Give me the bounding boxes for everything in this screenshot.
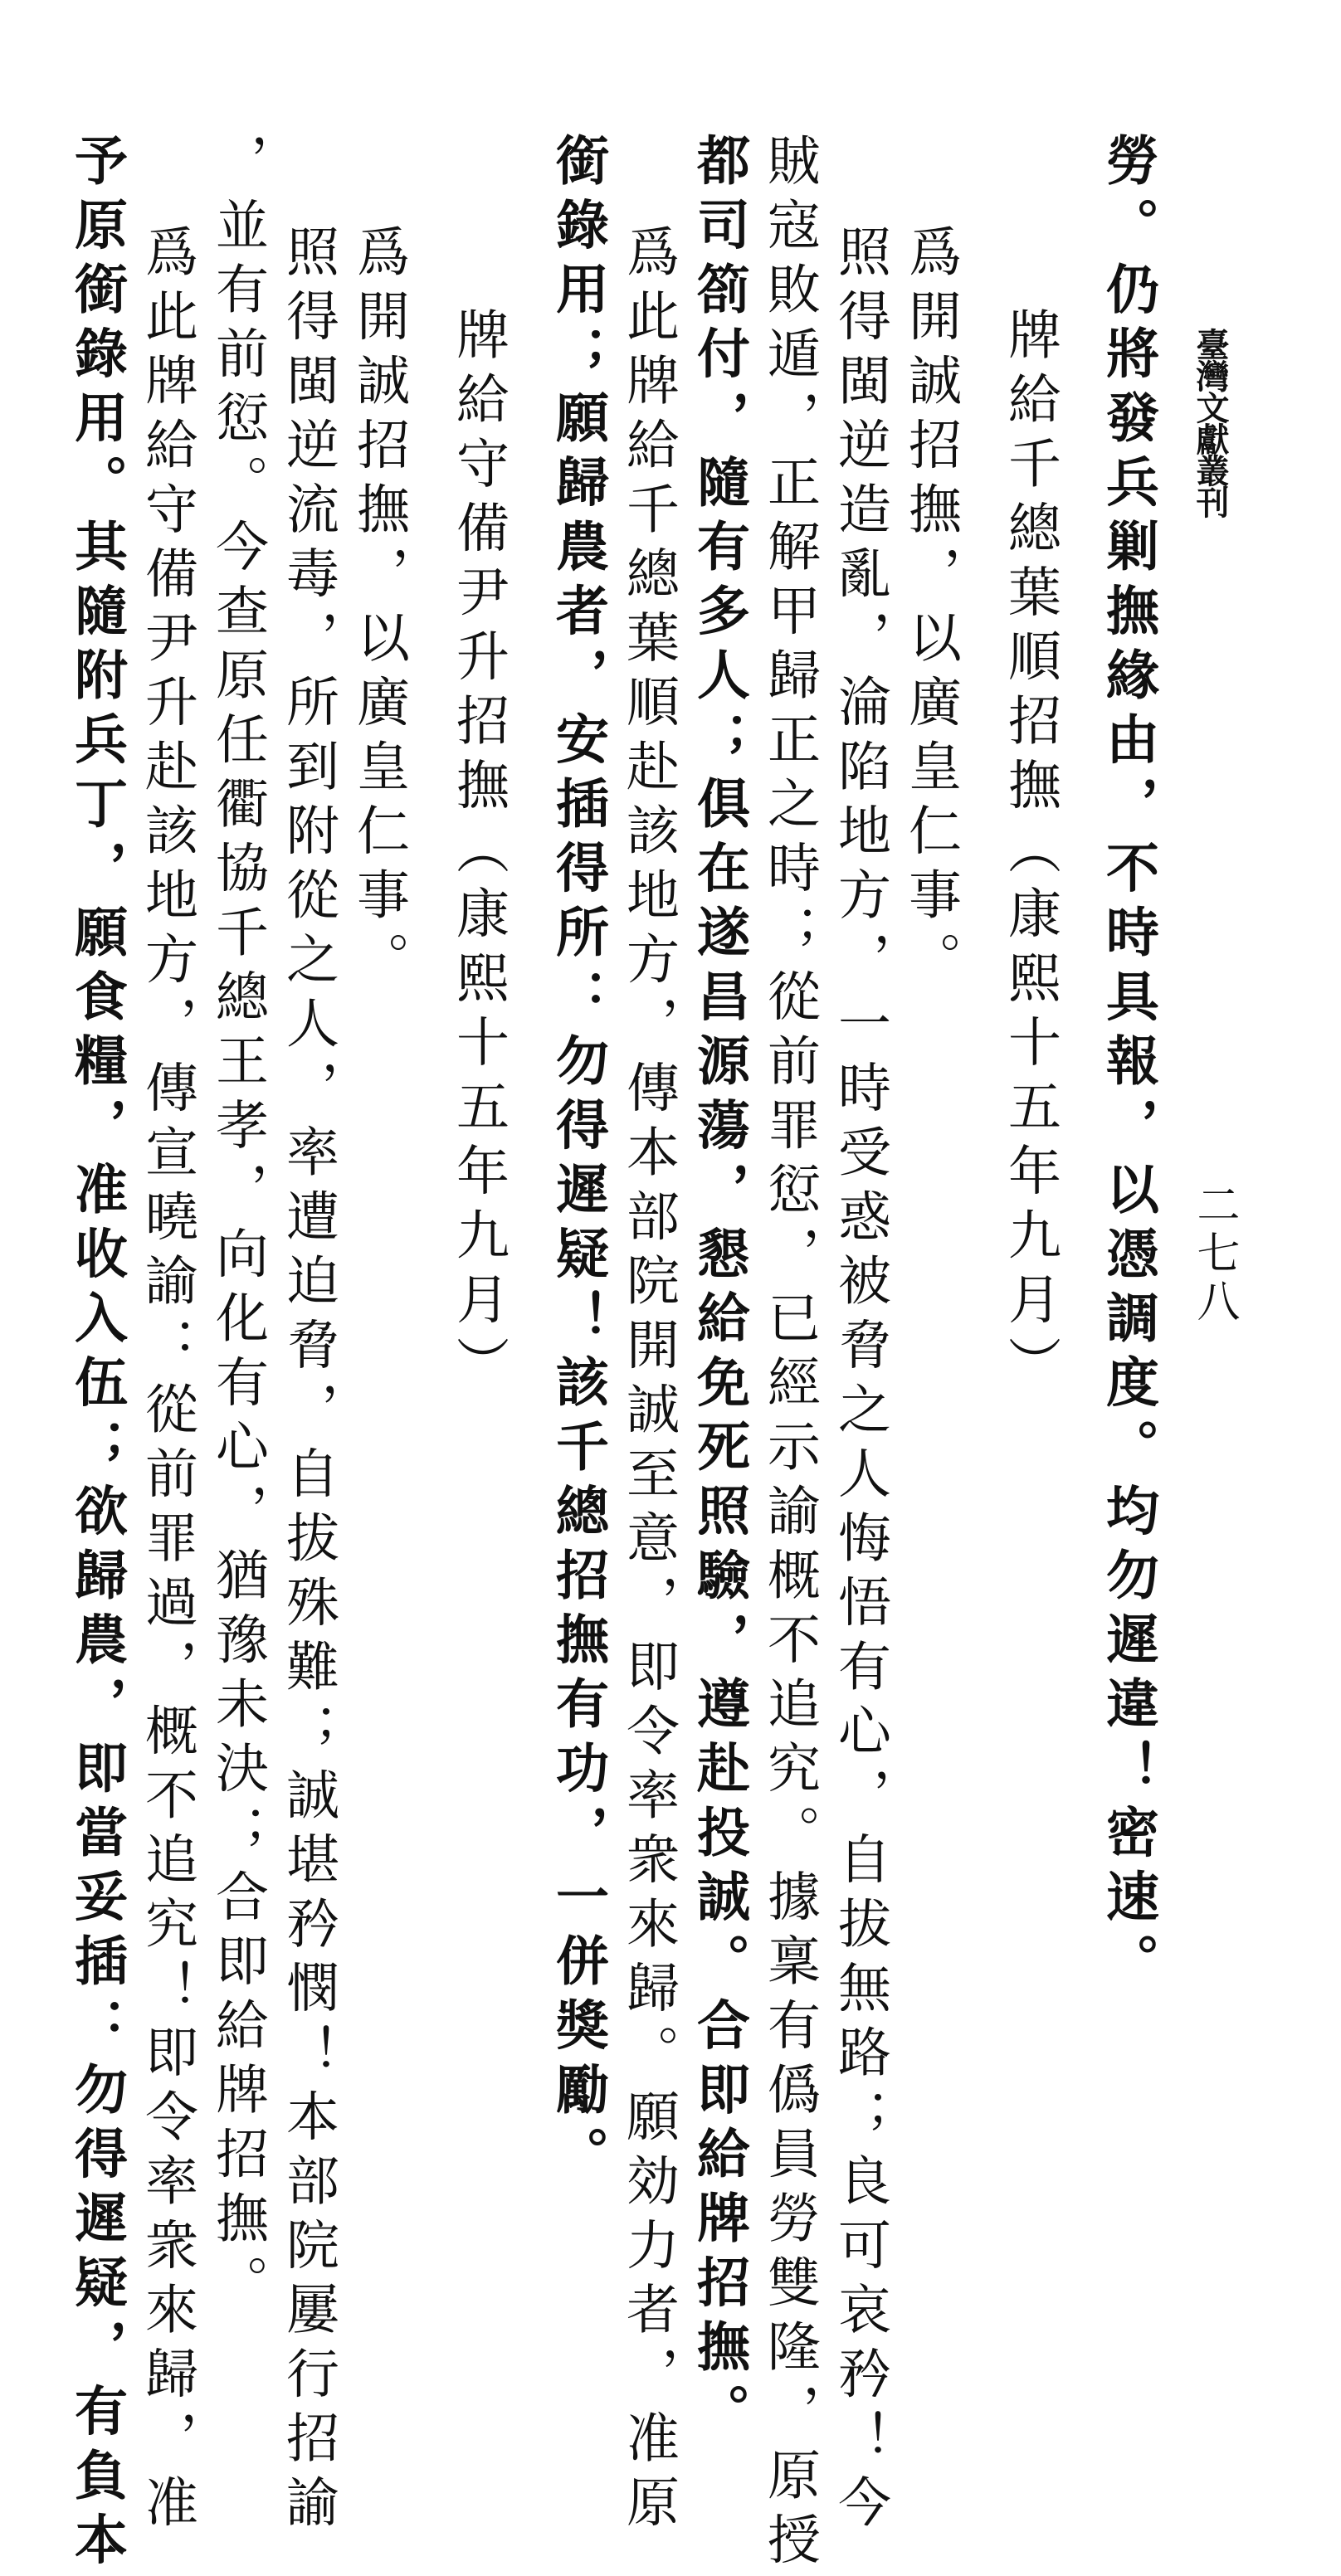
column-text: 勞。仍將發兵剿撫緣由，不時具報，以憑調度。均勿遲違！密速。: [1097, 133, 1159, 1998]
column-text: 都司箚付，隨有多人；俱在遂昌源蕩，懇給免死照驗，遵赴投誠。合即給牌招撫。: [688, 133, 750, 2447]
text-column: [547, 0, 609, 2190]
column-text: 銜錄用；願歸農者，安插得所：勿得遲疑！該千總招撫有功，一併獎勵。: [547, 133, 609, 2190]
page-number: 二七八: [1189, 1182, 1239, 1327]
column-text: ，並有前愆。今查原任衢協千總王孝，向化有心，猶豫未決；合即給牌招撫。: [207, 133, 268, 2319]
column-text: 牌給千總葉順招撫（康熙十五年九月）: [999, 307, 1061, 1400]
text-column: [829, 0, 890, 2539]
text-column: [136, 0, 197, 2539]
text-column: [66, 0, 128, 2576]
column-text: 爲此牌給千總葉順赴該地方，傳本部院開誠至意，即令率衆來歸。願効力者，准原: [617, 224, 679, 2539]
text-column: [688, 0, 750, 2447]
column-text: 賊寇敗遁，正解甲歸正之時；從前罪愆，已經示諭概不追究。據稟有僞員勞雙隆，原授: [758, 133, 820, 2576]
column-text: 爲開誠招撫，以廣皇仁事。: [348, 224, 409, 996]
column-text: 牌給守備尹升招撫（康熙十五年九月）: [447, 307, 509, 1400]
column-text: 爲開誠招撫，以廣皇仁事。: [900, 224, 961, 996]
text-column: [758, 0, 820, 2576]
text-column: [1098, 0, 1158, 2082]
text-column: [277, 0, 339, 2539]
text-column: [1000, 0, 1060, 2257]
column-text: 照得閩逆流毒，所到附從之人，率遭迫脅，自拔殊難；誠堪矜憫！本部院屢行招諭: [277, 224, 339, 2539]
text-column: [207, 0, 268, 2319]
series-title: 臺灣文獻叢刊: [1191, 328, 1230, 517]
column-text: 照得閩逆造亂，淪陷地方，一時受惑被脅之人悔悟有心，自拔無路；良可哀矜！今: [829, 224, 890, 2539]
text-column: [617, 0, 679, 2539]
text-column: [349, 0, 408, 2174]
column-text: 予原銜錄用。其隨附兵丁，願食糧，准收入伍；欲歸農，即當妥插：勿得遲疑，有負本: [66, 133, 128, 2576]
text-column: [900, 0, 960, 2174]
text-column: [448, 0, 508, 2257]
column-text: 爲此牌給守備尹升赴該地方，傳宣曉諭：從前罪過，概不追究！即令率衆來歸，准: [136, 224, 197, 2539]
